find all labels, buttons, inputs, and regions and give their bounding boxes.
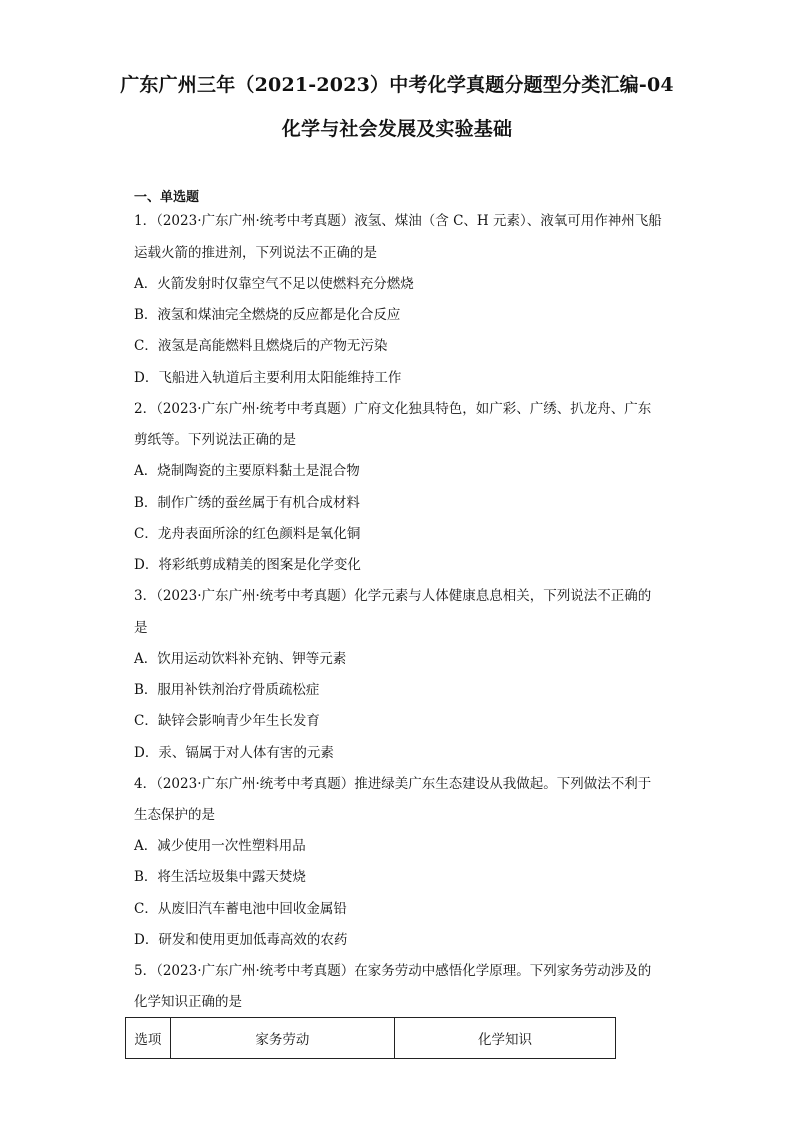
question-1-stem-line2: 运载火箭的推进剂，下列说法不正确的是	[134, 245, 377, 261]
question-2-option-c: C．龙舟表面所涂的红色颜料是氧化铜	[134, 526, 361, 542]
question-4-option-b: B．将生活垃圾集中露天焚烧	[134, 869, 306, 885]
question-5-stem-line2: 化学知识正确的是	[134, 994, 242, 1010]
question-1-option-d: D．飞船进入轨道后主要利用太阳能维持工作	[134, 370, 402, 386]
question-2-option-d: D．将彩纸剪成精美的图案是化学变化	[134, 557, 361, 573]
question-3-option-a: A．饮用运动饮料补充钠、钾等元素	[134, 651, 347, 667]
question-3-stem-line2: 是	[134, 620, 148, 636]
question-2-option-a: A．烧制陶瓷的主要原料黏土是混合物	[134, 463, 360, 479]
document-title-line2: 化学与社会发展及实验基础	[281, 118, 513, 140]
question-1-option-c: C．液氢是高能燃料且燃烧后的产物无污染	[134, 338, 388, 354]
question-4-stem-line2: 生态保护的是	[134, 807, 215, 823]
document-title-line1: 广东广州三年（2021-2023）中考化学真题分题型分类汇编-04	[120, 74, 674, 96]
question-3-option-c: C．缺锌会影响青少年生长发育	[134, 713, 320, 729]
question-2-stem-line2: 剪纸等。下列说法正确的是	[134, 432, 296, 448]
question-1-option-a: A．火箭发射时仅靠空气不足以使燃料充分燃烧	[134, 276, 414, 292]
table-header-option: 选项	[126, 1018, 171, 1059]
question-3-option-b: B．服用补铁剂治疗骨质疏松症	[134, 682, 320, 698]
question-1-option-b: B．液氢和煤油完全燃烧的反应都是化合反应	[134, 307, 401, 323]
question-4-option-d: D．研发和使用更加低毒高效的农药	[134, 932, 348, 948]
question-4-option-c: C．从废旧汽车蓄电池中回收金属铅	[134, 901, 347, 917]
question-3-stem-line1: 3．（2023·广东广州·统考中考真题）化学元素与人体健康息息相关，下列说法不正确的	[134, 588, 652, 604]
question-3-option-d: D．汞、镉属于对人体有害的元素	[134, 745, 334, 761]
section-heading: 一、单选题	[134, 190, 200, 205]
table-header-row	[126, 1018, 616, 1059]
table-header-knowledge: 化学知识	[394, 1018, 615, 1059]
question-2-option-b: B．制作广绣的蚕丝属于有机合成材料	[134, 495, 360, 511]
question-2-stem-line1: 2．（2023·广东广州·统考中考真题）广府文化独具特色，如广彩、广绣、扒龙舟、广东	[134, 401, 652, 417]
question-1-stem-line1: 1．（2023·广东广州·统考中考真题）液氢、煤油（含 C、H 元素）、液氧可用作神州飞船	[134, 213, 662, 229]
question-4-stem-line1: 4．（2023·广东广州·统考中考真题）推进绿美广东生态建设从我做起。下列做法不利于	[134, 776, 652, 792]
question-5-table	[125, 1017, 616, 1059]
question-4-option-a: A．减少使用一次性塑料用品	[134, 838, 306, 854]
question-5-stem-line1: 5．（2023·广东广州·统考中考真题）在家务劳动中感悟化学原理。下列家务劳动涉及的	[134, 963, 652, 979]
table-header-chores: 家务劳动	[170, 1018, 394, 1059]
